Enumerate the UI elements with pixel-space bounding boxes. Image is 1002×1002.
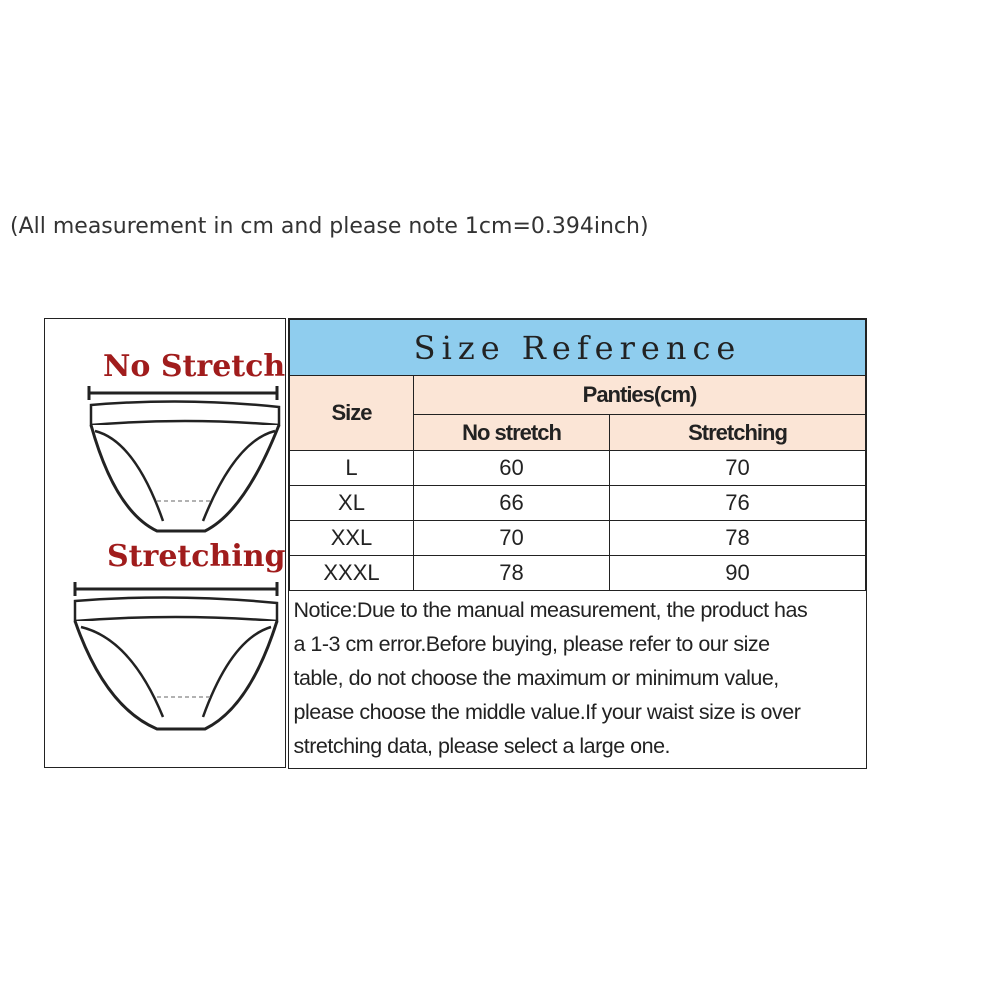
no-stretch-panties-illustration [45, 381, 285, 551]
notice-line: stretching data, please select a large one. [293, 734, 671, 758]
table-row [290, 556, 866, 591]
measurement-note: (All measurement in cm and please note 1cm=0.394inch) [10, 214, 649, 239]
size-reference-table [288, 318, 867, 769]
no-stretch-label: No Stretch [103, 349, 286, 384]
notice-line: please choose the middle value.If your waist size is over [293, 700, 801, 724]
notice-line: Notice:Due to the manual measurement, the product has [293, 598, 808, 622]
stretching-panties-illustration [45, 577, 285, 747]
stretching-column-header: Stretching [610, 415, 866, 451]
stretching-label: Stretching [107, 539, 286, 574]
size-cell: XXL [290, 521, 414, 556]
stretching-cell: 70 [610, 451, 866, 486]
notice-line: table, do not choose the maximum or minimum value, [293, 666, 779, 690]
no-stretch-cell: 78 [414, 556, 610, 591]
table-row [290, 451, 866, 486]
no-stretch-column-header: No stretch [414, 415, 610, 451]
table-row [290, 521, 866, 556]
no-stretch-cell: 66 [414, 486, 610, 521]
notice-text [290, 591, 866, 770]
no-stretch-cell: 60 [414, 451, 610, 486]
panties-illustration-panel [44, 318, 286, 768]
no-stretch-cell: 70 [414, 521, 610, 556]
size-cell: L [290, 451, 414, 486]
size-column-header: Size [290, 376, 414, 451]
size-cell: XL [290, 486, 414, 521]
size-cell: XXXL [290, 556, 414, 591]
size-reference-title: Size Reference [290, 320, 866, 376]
stretching-cell: 78 [610, 521, 866, 556]
table-row [290, 486, 866, 521]
stretching-cell: 76 [610, 486, 866, 521]
notice-line: a 1-3 cm error.Before buying, please refer to our size [293, 632, 770, 656]
panties-group-header: Panties(cm) [414, 376, 866, 415]
stretching-cell: 90 [610, 556, 866, 591]
